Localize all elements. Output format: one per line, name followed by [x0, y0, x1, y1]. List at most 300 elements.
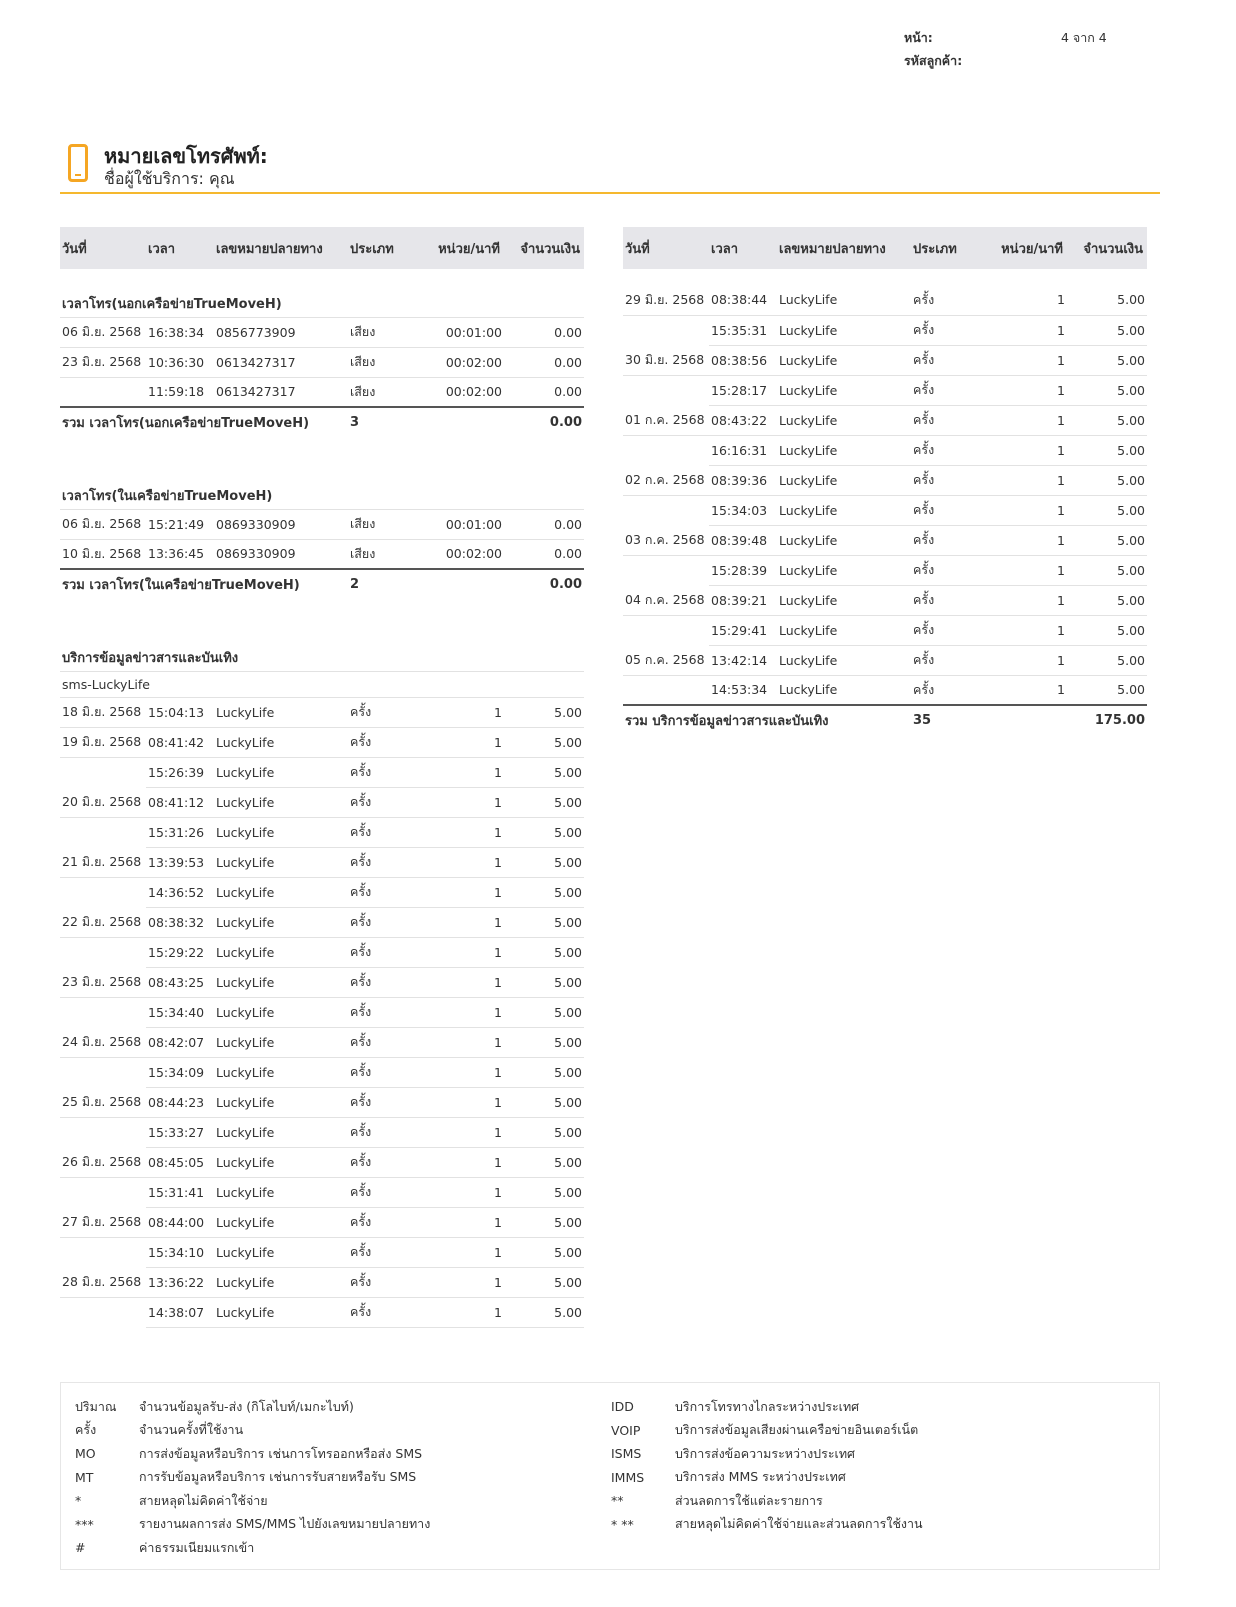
legend-row [75, 1489, 430, 1513]
usage-table-left [60, 227, 584, 1328]
legend-description: จำนวนข้อมูลรับ-ส่ง (กิโลไบท์/เมกะไบท์) [139, 1398, 354, 1414]
cell-time: 14:53:34 [709, 675, 777, 705]
total-count: 3 [348, 407, 418, 437]
table-row [623, 315, 1147, 345]
legend-row [75, 1536, 430, 1560]
usage-table-right [623, 227, 1147, 735]
cell-destination: LuckyLife [214, 1087, 348, 1117]
cell-date: 21 มิ.ย. 2568 [60, 847, 146, 877]
cell-unit: 1 [418, 997, 504, 1027]
cell-unit: 1 [981, 345, 1067, 375]
legend-row [75, 1442, 430, 1466]
col-date-header: วันที่ [60, 227, 146, 269]
cell-destination: LuckyLife [777, 525, 911, 555]
legend-row [75, 1513, 430, 1537]
cell-unit: 00:02:00 [418, 377, 504, 407]
table-row [60, 847, 584, 877]
cell-date: 19 มิ.ย. 2568 [60, 727, 146, 757]
cell-date [60, 937, 146, 967]
col-amount-header: จำนวนเงิน [1067, 227, 1147, 269]
cell-type: ครั้ง [348, 697, 418, 727]
cell-unit: 1 [981, 375, 1067, 405]
table-row [623, 525, 1147, 555]
cell-type: ครั้ง [348, 937, 418, 967]
cell-unit: 1 [981, 645, 1067, 675]
table-row [60, 817, 584, 847]
cell-time: 15:33:27 [146, 1117, 214, 1147]
cell-amount: 5.00 [504, 1267, 584, 1297]
cell-date: 18 มิ.ย. 2568 [60, 697, 146, 727]
cell-date: 23 มิ.ย. 2568 [60, 967, 146, 997]
cell-type: เสียง [348, 377, 418, 407]
cell-date [60, 1057, 146, 1087]
cell-time: 15:26:39 [146, 757, 214, 787]
cell-type: ครั้ง [348, 847, 418, 877]
cell-date: 02 ก.ค. 2568 [623, 465, 709, 495]
cell-destination: LuckyLife [214, 1297, 348, 1327]
cell-type: ครั้ง [911, 345, 981, 375]
cell-type: ครั้ง [348, 1057, 418, 1087]
cell-unit: 1 [418, 967, 504, 997]
cell-time: 15:35:31 [709, 315, 777, 345]
cell-time: 08:39:21 [709, 585, 777, 615]
cell-time: 08:39:48 [709, 525, 777, 555]
cell-destination: LuckyLife [777, 645, 911, 675]
cell-unit: 1 [418, 727, 504, 757]
cell-amount: 5.00 [504, 847, 584, 877]
col-type-header: ประเภท [911, 227, 981, 269]
table-row [60, 937, 584, 967]
cell-amount: 5.00 [504, 907, 584, 937]
legend-description: สายหลุดไม่คิดค่าใช้จ่ายและส่วนลดการใช้งาน [675, 1516, 923, 1532]
total-amount: 0.00 [504, 569, 584, 599]
cell-time: 08:43:22 [709, 405, 777, 435]
cell-unit: 00:02:00 [418, 539, 504, 569]
table-row [623, 645, 1147, 675]
total-spacer [418, 407, 504, 437]
cell-type: เสียง [348, 317, 418, 347]
cell-time: 16:16:31 [709, 435, 777, 465]
phone-header [60, 138, 1160, 194]
cell-amount: 5.00 [504, 757, 584, 787]
cell-amount: 5.00 [504, 1177, 584, 1207]
table-row [623, 405, 1147, 435]
cell-type: ครั้ง [348, 757, 418, 787]
cell-unit: 1 [981, 585, 1067, 615]
cell-destination: 0856773909 [214, 317, 348, 347]
table-row [623, 375, 1147, 405]
cell-time: 08:38:44 [709, 285, 777, 315]
table-header [623, 227, 1147, 269]
cell-type: ครั้ง [911, 675, 981, 705]
cell-type: ครั้ง [348, 1147, 418, 1177]
cell-destination: 0869330909 [214, 509, 348, 539]
cell-amount: 5.00 [504, 937, 584, 967]
cell-destination: LuckyLife [777, 435, 911, 465]
cell-date: 24 มิ.ย. 2568 [60, 1027, 146, 1057]
cell-type: ครั้ง [348, 727, 418, 757]
cell-amount: 5.00 [1067, 615, 1147, 645]
cell-date [623, 435, 709, 465]
table-row [623, 555, 1147, 585]
cell-date [60, 1297, 146, 1327]
cell-time: 13:42:14 [709, 645, 777, 675]
cell-amount: 5.00 [504, 727, 584, 757]
service-subtitle: sms-LuckyLife [60, 671, 584, 697]
cell-date [60, 1117, 146, 1147]
cell-amount: 5.00 [1067, 465, 1147, 495]
cell-destination: LuckyLife [777, 585, 911, 615]
cell-unit: 1 [418, 847, 504, 877]
cell-time: 08:41:42 [146, 727, 214, 757]
table-row [60, 787, 584, 817]
table-row [60, 509, 584, 539]
legend-description: บริการโทรทางไกลระหว่างประเทศ [675, 1398, 860, 1414]
cell-date: 22 มิ.ย. 2568 [60, 907, 146, 937]
cell-date: 06 มิ.ย. 2568 [60, 509, 146, 539]
cell-time: 15:28:39 [709, 555, 777, 585]
cell-destination: LuckyLife [777, 555, 911, 585]
cell-type: ครั้ง [911, 375, 981, 405]
cell-amount: 5.00 [1067, 495, 1147, 525]
cell-date: 25 มิ.ย. 2568 [60, 1087, 146, 1117]
cell-amount: 5.00 [1067, 285, 1147, 315]
cell-destination: LuckyLife [777, 285, 911, 315]
table-row [60, 1117, 584, 1147]
cell-destination: LuckyLife [214, 1237, 348, 1267]
cell-destination: LuckyLife [214, 967, 348, 997]
col-amount-header: จำนวนเงิน [504, 227, 584, 269]
cell-unit: 1 [418, 1207, 504, 1237]
cell-date [623, 555, 709, 585]
table-row [60, 907, 584, 937]
table-row [60, 757, 584, 787]
total-spacer [981, 705, 1067, 735]
cell-destination: LuckyLife [777, 405, 911, 435]
cell-type: ครั้ง [911, 645, 981, 675]
cell-amount: 5.00 [1067, 435, 1147, 465]
cell-time: 15:28:17 [709, 375, 777, 405]
table-header [60, 227, 584, 269]
legend-description: ค่าธรรมเนียมแรกเข้า [139, 1539, 255, 1555]
cell-amount: 5.00 [1067, 585, 1147, 615]
cell-date [623, 375, 709, 405]
cell-time: 15:34:40 [146, 997, 214, 1027]
cell-amount: 0.00 [504, 377, 584, 407]
cell-time: 14:38:07 [146, 1297, 214, 1327]
legend-code: VOIP [611, 1422, 641, 1438]
legend-code: MT [75, 1469, 94, 1485]
cell-type: ครั้ง [911, 585, 981, 615]
cell-destination: LuckyLife [777, 675, 911, 705]
table-row [623, 285, 1147, 315]
table-row [623, 465, 1147, 495]
cell-destination: LuckyLife [214, 937, 348, 967]
col-destination-header: เลขหมายปลายทาง [214, 227, 348, 269]
cell-destination: LuckyLife [214, 787, 348, 817]
legend-left-column [75, 1395, 430, 1560]
cell-time: 15:31:26 [146, 817, 214, 847]
cell-time: 08:44:00 [146, 1207, 214, 1237]
col-time-header: เวลา [709, 227, 777, 269]
col-date-header: วันที่ [623, 227, 709, 269]
cell-unit: 1 [981, 615, 1067, 645]
cell-type: ครั้ง [348, 877, 418, 907]
cell-date [623, 495, 709, 525]
cell-unit: 1 [418, 1117, 504, 1147]
cell-time: 15:31:41 [146, 1177, 214, 1207]
table-row [623, 615, 1147, 645]
cell-unit: 1 [981, 495, 1067, 525]
legend-row [611, 1395, 923, 1419]
cell-date: 10 มิ.ย. 2568 [60, 539, 146, 569]
page-label: หน้า: [904, 29, 933, 45]
cell-destination: LuckyLife [214, 757, 348, 787]
page-value: 4 จาก 4 [1061, 29, 1107, 45]
cell-type: ครั้ง [348, 817, 418, 847]
table-row [623, 675, 1147, 705]
total-amount: 175.00 [1067, 705, 1147, 735]
cell-amount: 5.00 [1067, 555, 1147, 585]
mobile-phone-icon [68, 144, 88, 182]
cell-time: 08:38:56 [709, 345, 777, 375]
cell-amount: 5.00 [1067, 645, 1147, 675]
cell-time: 16:38:34 [146, 317, 214, 347]
cell-date [623, 315, 709, 345]
cell-unit: 1 [418, 1267, 504, 1297]
total-amount: 0.00 [504, 407, 584, 437]
cell-time: 08:44:23 [146, 1087, 214, 1117]
cell-date: 04 ก.ค. 2568 [623, 585, 709, 615]
table-row [60, 317, 584, 347]
cell-date [623, 615, 709, 645]
total-row [623, 705, 1147, 735]
cell-unit: 00:01:00 [418, 509, 504, 539]
legend-description: การส่งข้อมูลหรือบริการ เช่นการโทรออกหรือส่ง SMS [139, 1445, 423, 1461]
cell-unit: 1 [981, 435, 1067, 465]
cell-destination: LuckyLife [777, 615, 911, 645]
phone-number-title: หมายเลขโทรศัพท์: [104, 144, 268, 168]
cell-amount: 5.00 [1067, 375, 1147, 405]
cell-time: 13:36:45 [146, 539, 214, 569]
cell-type: ครั้ง [911, 285, 981, 315]
cell-amount: 5.00 [504, 1057, 584, 1087]
cell-amount: 5.00 [504, 997, 584, 1027]
cell-destination: LuckyLife [214, 1147, 348, 1177]
cell-destination: LuckyLife [214, 727, 348, 757]
total-count: 35 [911, 705, 981, 735]
table-row [623, 495, 1147, 525]
cell-amount: 5.00 [504, 787, 584, 817]
cell-type: ครั้ง [348, 1297, 418, 1327]
total-row [60, 569, 584, 599]
legend-code: * ** [611, 1516, 634, 1532]
cell-amount: 5.00 [504, 967, 584, 997]
total-count: 2 [348, 569, 418, 599]
cell-type: ครั้ง [348, 1207, 418, 1237]
cell-time: 15:34:10 [146, 1237, 214, 1267]
cell-type: ครั้ง [911, 315, 981, 345]
cell-unit: 1 [981, 525, 1067, 555]
legend-row [611, 1442, 923, 1466]
cell-date: 23 มิ.ย. 2568 [60, 347, 146, 377]
legend-right-column [611, 1395, 923, 1536]
cell-date [60, 817, 146, 847]
cell-amount: 5.00 [504, 1087, 584, 1117]
cell-type: ครั้ง [348, 787, 418, 817]
cell-destination: LuckyLife [214, 877, 348, 907]
cell-type: ครั้ง [348, 1237, 418, 1267]
total-spacer [418, 569, 504, 599]
col-unit-header: หน่วย/นาที [981, 227, 1067, 269]
cell-time: 15:21:49 [146, 509, 214, 539]
cell-type: ครั้ง [348, 997, 418, 1027]
cell-unit: 1 [981, 285, 1067, 315]
cell-date: 20 มิ.ย. 2568 [60, 787, 146, 817]
legend-code: ISMS [611, 1446, 642, 1462]
cell-unit: 00:02:00 [418, 347, 504, 377]
cell-time: 13:39:53 [146, 847, 214, 877]
table-row [60, 1057, 584, 1087]
table-row [623, 585, 1147, 615]
cell-amount: 5.00 [504, 1147, 584, 1177]
cell-destination: LuckyLife [214, 1267, 348, 1297]
cell-amount: 5.00 [504, 697, 584, 727]
cell-date [60, 997, 146, 1027]
cell-amount: 5.00 [504, 1027, 584, 1057]
cell-amount: 5.00 [504, 817, 584, 847]
cell-type: เสียง [348, 509, 418, 539]
table-row [60, 539, 584, 569]
cell-destination: 0613427317 [214, 347, 348, 377]
cell-type: ครั้ง [348, 1087, 418, 1117]
legend-code: * [75, 1493, 82, 1509]
cell-type: ครั้ง [348, 907, 418, 937]
cell-unit: 1 [418, 877, 504, 907]
table-row [60, 997, 584, 1027]
table-row [60, 1237, 584, 1267]
table-row [60, 347, 584, 377]
col-time-header: เวลา [146, 227, 214, 269]
table-row [60, 1087, 584, 1117]
cell-destination: 0869330909 [214, 539, 348, 569]
cell-type: เสียง [348, 539, 418, 569]
table-row [623, 435, 1147, 465]
cell-type: เสียง [348, 347, 418, 377]
cell-destination: LuckyLife [214, 1177, 348, 1207]
cell-time: 13:36:22 [146, 1267, 214, 1297]
table-row [60, 697, 584, 727]
table-row [60, 1147, 584, 1177]
cell-time: 08:43:25 [146, 967, 214, 997]
cell-amount: 0.00 [504, 539, 584, 569]
table-row [60, 877, 584, 907]
cell-unit: 1 [981, 555, 1067, 585]
cell-type: ครั้ง [348, 967, 418, 997]
cell-time: 14:36:52 [146, 877, 214, 907]
cell-unit: 1 [981, 315, 1067, 345]
legend-description: บริการส่งข้อมูลเสียงผ่านเครือข่ายอินเตอร์เน็ต [675, 1422, 919, 1438]
cell-amount: 5.00 [504, 877, 584, 907]
cell-date: 03 ก.ค. 2568 [623, 525, 709, 555]
cell-type: ครั้ง [911, 555, 981, 585]
cell-unit: 00:01:00 [418, 317, 504, 347]
total-label: รวม เวลาโทร(ในเครือข่ายTrueMoveH) [60, 569, 348, 599]
cell-type: ครั้ง [911, 525, 981, 555]
cell-time: 15:29:22 [146, 937, 214, 967]
legend-description: รายงานผลการส่ง SMS/MMS ไปยังเลขหมายปลายทาง [139, 1516, 431, 1532]
cell-destination: LuckyLife [777, 495, 911, 525]
table-row [60, 1207, 584, 1237]
legend-description: จำนวนครั้งที่ใช้งาน [139, 1422, 244, 1438]
section-title-offnet: เวลาโทร(นอกเครือข่ายTrueMoveH) [60, 289, 584, 317]
cell-unit: 1 [418, 697, 504, 727]
cell-time: 08:41:12 [146, 787, 214, 817]
cell-destination: 0613427317 [214, 377, 348, 407]
legend-row [611, 1489, 923, 1513]
total-row [60, 407, 584, 437]
page-info [904, 26, 1107, 72]
cell-amount: 5.00 [504, 1117, 584, 1147]
cell-time: 15:34:09 [146, 1057, 214, 1087]
table-row [60, 967, 584, 997]
legend-box [60, 1382, 1160, 1570]
cell-time: 15:29:41 [709, 615, 777, 645]
legend-code: IMMS [611, 1469, 645, 1485]
legend-description: บริการส่งข้อความระหว่างประเทศ [675, 1445, 855, 1461]
cell-amount: 5.00 [1067, 675, 1147, 705]
cell-type: ครั้ง [911, 405, 981, 435]
cell-type: ครั้ง [911, 615, 981, 645]
cell-type: ครั้ง [348, 1267, 418, 1297]
table-row [60, 1027, 584, 1057]
cell-time: 08:42:07 [146, 1027, 214, 1057]
cell-destination: LuckyLife [214, 847, 348, 877]
cell-destination: LuckyLife [214, 1117, 348, 1147]
cell-amount: 5.00 [1067, 405, 1147, 435]
cell-date: 26 มิ.ย. 2568 [60, 1147, 146, 1177]
cell-destination: LuckyLife [777, 375, 911, 405]
cell-amount: 5.00 [1067, 345, 1147, 375]
cell-date [60, 877, 146, 907]
col-type-header: ประเภท [348, 227, 418, 269]
cell-destination: LuckyLife [214, 1027, 348, 1057]
cell-date [60, 1237, 146, 1267]
cell-date: 06 มิ.ย. 2568 [60, 317, 146, 347]
customer-id-label: รหัสลูกค้า: [904, 52, 963, 68]
cell-date [60, 1177, 146, 1207]
cell-amount: 0.00 [504, 509, 584, 539]
cell-unit: 1 [981, 405, 1067, 435]
cell-date: 27 มิ.ย. 2568 [60, 1207, 146, 1237]
cell-destination: LuckyLife [777, 345, 911, 375]
cell-amount: 5.00 [1067, 315, 1147, 345]
service-user-name: ชื่อผู้ใช้บริการ: คุณ [104, 169, 235, 188]
cell-unit: 1 [418, 937, 504, 967]
cell-unit: 1 [418, 1027, 504, 1057]
table-row [60, 377, 584, 407]
cell-time: 08:45:05 [146, 1147, 214, 1177]
cell-destination: LuckyLife [214, 817, 348, 847]
legend-description: การรับข้อมูลหรือบริการ เช่นการรับสายหรือรับ SMS [139, 1469, 417, 1485]
legend-row [611, 1419, 923, 1443]
table-row [60, 1297, 584, 1327]
legend-code: ** [611, 1493, 624, 1509]
cell-time: 15:04:13 [146, 697, 214, 727]
cell-destination: LuckyLife [777, 465, 911, 495]
total-label: รวม เวลาโทร(นอกเครือข่ายTrueMoveH) [60, 407, 348, 437]
cell-date: 05 ก.ค. 2568 [623, 645, 709, 675]
